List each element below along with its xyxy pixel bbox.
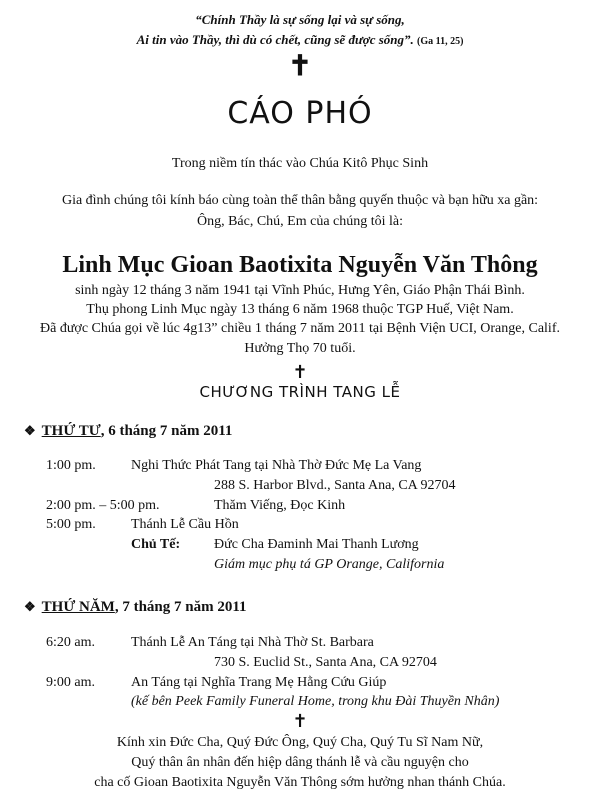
- bio-death: Đã được Chúa gọi về lúc 4g13” chiều 1 tháng 7 năm 2011 tại Bệnh Viện UCI, Orange, Calif.: [40, 321, 560, 336]
- event-desc: Thánh Lễ An Táng tại Nhà Thờ St. Barbara: [131, 635, 374, 650]
- event-time: 1:00 pm.: [46, 458, 96, 473]
- closing-line-1: Kính xin Đức Cha, Quý Đức Ông, Quý Cha, Quý Tu Sĩ Nam Nữ,: [116, 735, 484, 750]
- celebrant-title: Giám mục phụ tá GP Orange, California: [214, 557, 445, 572]
- event-time: 6:20 am.: [46, 635, 95, 650]
- event-note: (kế bên Peek Family Funeral Home, trong khu Đài Thuyền Nhân): [131, 694, 500, 709]
- event-desc: An Táng tại Nghĩa Trang Mẹ Hằng Cứu Giúp: [131, 675, 387, 690]
- scripture-reference: (Ga 11, 25): [417, 36, 464, 47]
- scripture-quote-line-1: “Chính Thầy là sự sống lại và sự sống,: [195, 12, 405, 27]
- intro-line-2: Gia đình chúng tôi kính báo cùng toàn thể thân bằng quyến thuộc và bạn hữu xa gần:: [61, 193, 539, 208]
- event-address: 730 S. Euclid St., Santa Ana, CA 92704: [214, 655, 437, 670]
- bio-birth: sinh ngày 12 tháng 3 năm 1941 tại Vĩnh Phúc, Hưng Yên, Giáo Phận Thái Bình.: [75, 283, 525, 298]
- closing-line-2: Quý thân ân nhân đến hiệp dâng thánh lễ và cầu nguyện cho: [131, 755, 469, 770]
- event-desc: Thánh Lễ Cầu Hồn: [131, 517, 239, 532]
- event-time: 2:00 pm. – 5:00 pm.: [46, 498, 160, 513]
- bio-ordination: Thụ phong Linh Mục ngày 13 tháng 6 năm 1968 thuộc TGP Huế, Việt Nam.: [86, 302, 514, 317]
- event-address: 288 S. Harbor Blvd., Santa Ana, CA 92704: [214, 478, 456, 493]
- day2-heading: [24, 597, 247, 617]
- page-title: CÁO PHÓ: [227, 96, 373, 131]
- event-desc: Thăm Viếng, Đọc Kinh: [214, 498, 346, 513]
- day1-heading: [24, 421, 232, 441]
- program-title: CHƯƠNG TRÌNH TANG LỄ: [199, 383, 401, 401]
- bio-age: Hưởng Thọ 70 tuổi.: [244, 341, 356, 356]
- deceased-name: Linh Mục Gioan Baotixita Nguyễn Văn Thông: [62, 252, 538, 278]
- day2-weekday: THỨ NĂM: [41, 599, 115, 615]
- bullet-icon: ❖: [24, 599, 36, 614]
- day1-weekday: THỨ TƯ: [41, 423, 101, 439]
- event-time: 5:00 pm.: [46, 517, 96, 532]
- bullet-icon: ❖: [24, 423, 36, 438]
- celebrant-name: Đức Cha Đaminh Mai Thanh Lương: [214, 537, 419, 552]
- day1-date: , 6 tháng 7 năm 2011: [100, 423, 233, 439]
- small-cross-icon: ✝: [292, 711, 308, 731]
- intro-line-1: Trong niềm tín thác vào Chúa Kitô Phục Sinh: [171, 156, 429, 171]
- scripture-quote-line-2: [0, 30, 600, 51]
- cross-icon: ✝: [288, 51, 312, 82]
- scripture-quote-text: Ai tin vào Thầy, thì dù có chết, cũng sẽ được sống”.: [136, 32, 414, 47]
- intro-line-3: Ông, Bác, Chú, Em của chúng tôi là:: [196, 214, 404, 229]
- small-cross-icon: ✝: [292, 362, 308, 382]
- event-time: 9:00 am.: [46, 675, 95, 690]
- closing-line-3: cha cố Gioan Baotixita Nguyễn Văn Thông sớm hưởng nhan thánh Chúa.: [94, 775, 506, 790]
- celebrant-label: Chủ Tế:: [131, 537, 181, 552]
- day2-date: , 7 tháng 7 năm 2011: [114, 599, 247, 615]
- event-desc: Nghi Thức Phát Tang tại Nhà Thờ Đức Mẹ La Vang: [131, 458, 422, 473]
